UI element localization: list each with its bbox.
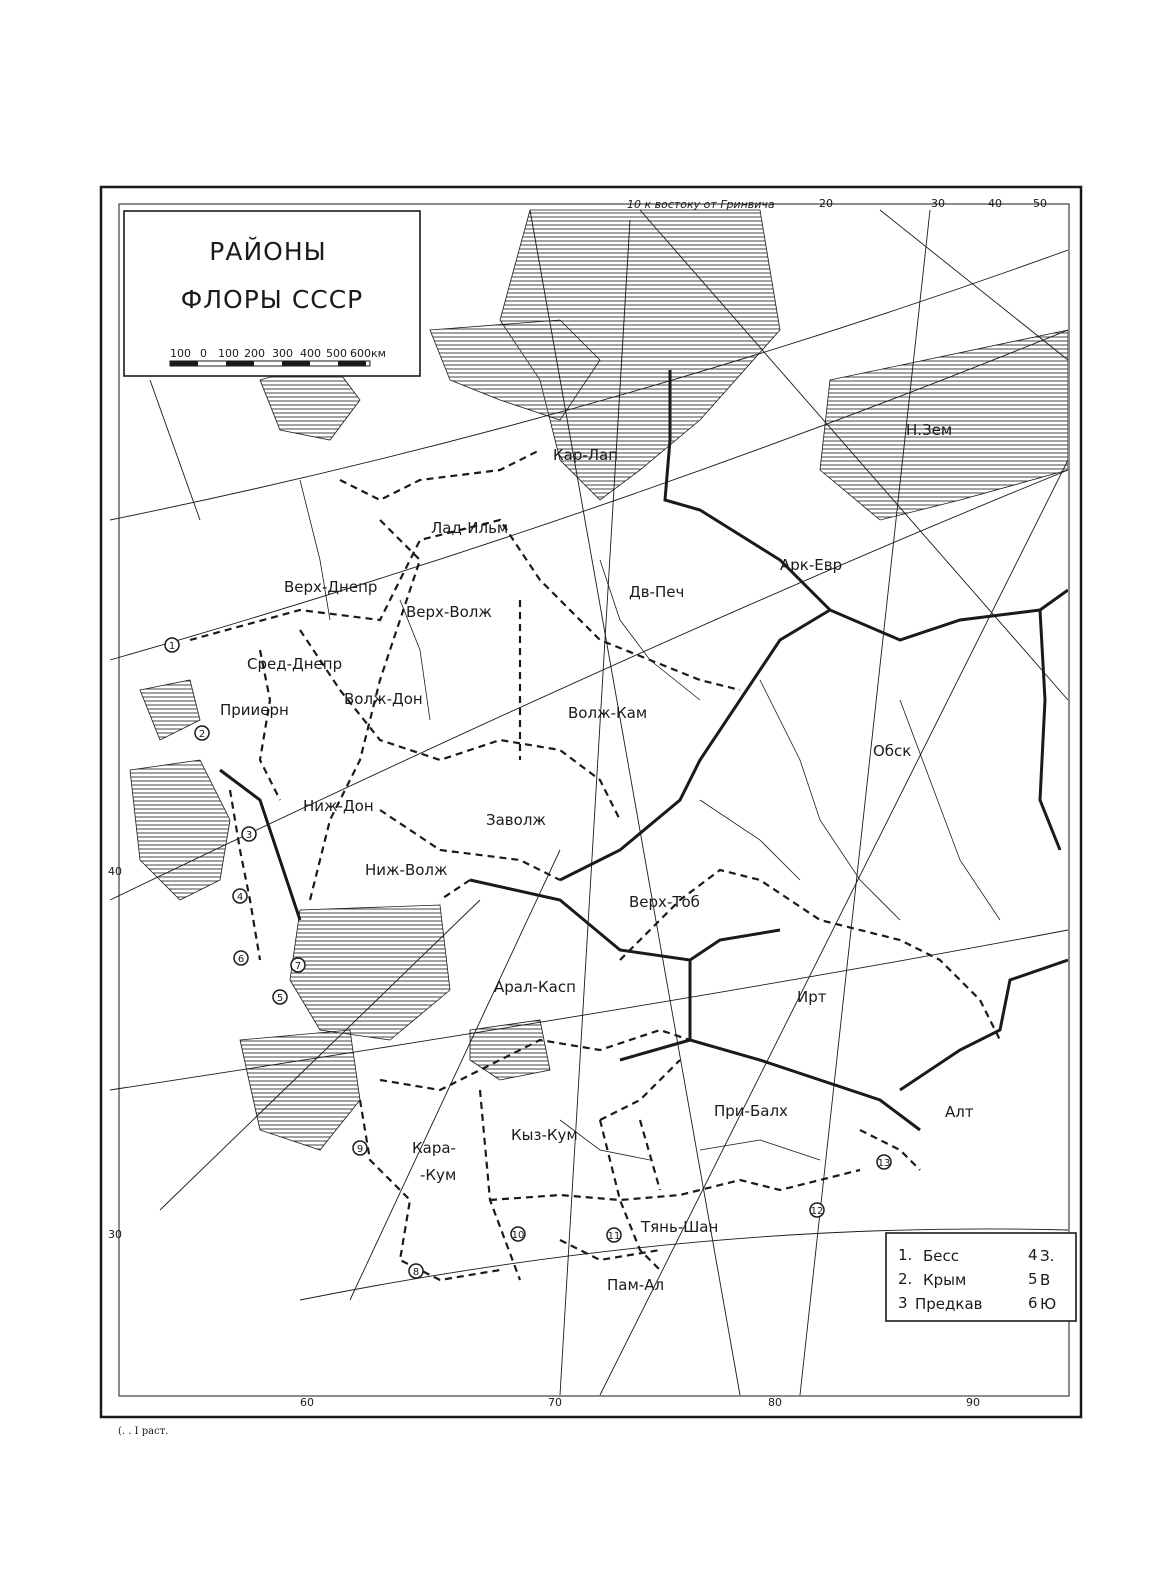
region-label: Верх-Волж [406,603,492,621]
aral-sea [470,1020,550,1080]
top-graticule-caption: 10 к востоку от Гринвича [627,198,775,211]
district-marker-number: 5 [276,993,284,1004]
region-label: Лад-Ильм [431,519,509,537]
district-marker [810,1203,824,1217]
district-marker-number: 9 [356,1144,364,1155]
bottom-graticule-label: 80 [768,1396,782,1409]
district-marker [165,638,179,652]
district-marker [511,1227,525,1241]
adriatic [140,680,200,740]
region-label: Арал-Касп [494,978,576,996]
district-marker [273,990,287,1004]
district-marker-number: 12 [810,1206,824,1217]
district-marker [409,1264,423,1278]
district-marker-number: 13 [877,1158,891,1169]
district-marker [242,827,256,841]
region-label: Пам-Ал [607,1276,665,1294]
legend-item-label: В [1040,1271,1051,1289]
legend-item-label: З. [1040,1247,1055,1265]
top-graticule-label: 20 [819,197,833,210]
region-label: Кар-Лап [553,446,619,464]
bottom-graticule-label: 70 [548,1396,562,1409]
rivers [300,480,1000,1160]
title-line-1: РАЙОНЫ [209,237,327,266]
region-label: Верх-Днепр [284,578,378,596]
district-marker [353,1141,367,1155]
region-label: При-Балх [714,1102,788,1120]
scale-tick-3: 200 [244,347,265,360]
district-marker-number: 8 [412,1267,420,1278]
left-graticule-label: 30 [108,1228,122,1241]
bottom-graticule-label: 60 [300,1396,314,1409]
region-labels [220,421,974,1294]
top-graticule-label: 40 [988,197,1002,210]
district-marker-number: 3 [245,830,253,841]
district-marker [291,958,305,972]
left-graticule-label: 40 [108,865,122,878]
district-marker [195,726,209,740]
region-label: Прииерн [220,701,289,719]
region-label: Обск [873,742,912,760]
legend-item-number: 1. [898,1246,913,1264]
legend-item-label: Крым [923,1271,967,1289]
top-graticule-label: 50 [1033,197,1047,210]
top-graticule-label: 30 [931,197,945,210]
scale-tick-1: 0 [200,347,207,360]
scale-tick-4: 300 [272,347,293,360]
caspian-sea [290,905,450,1040]
region-label: Арк-Евр [780,556,843,574]
title-line-2: ФЛОРЫ СССР [180,285,364,314]
legend [886,1233,1076,1321]
region-label: Верх-Тоб [629,893,700,911]
region-label: Ирт [797,988,827,1006]
region-label: Волж-Кам [568,704,648,722]
region-label: Ниж-Дон [303,797,374,815]
district-marker [607,1228,621,1242]
legend-item-label: Предкав [915,1295,983,1313]
region-label: Кара- [412,1139,456,1157]
black-sea [130,760,230,900]
legend-item-number: 2. [898,1270,913,1288]
district-marker [234,951,248,965]
region-label: Волж-Дон [344,690,423,708]
legend-item-number: 5 [1028,1270,1038,1288]
district-marker [877,1155,891,1169]
region-label: Тянь-Шан [641,1218,719,1236]
caspian-south [240,1030,360,1150]
district-marker-number: 6 [237,954,245,965]
footer-caption: (. . I раст. [118,1426,169,1437]
scale-tick-7: 600км [350,347,386,360]
numbered-markers [165,638,891,1278]
region-label: Н.Зем [906,421,953,439]
region-label: -Кум [420,1166,457,1184]
scale-tick-6: 500 [326,347,347,360]
district-marker [233,889,247,903]
region-label: Сред-Днепр [247,655,343,673]
region-label: Алт [945,1103,974,1121]
district-marker-number: 10 [511,1230,525,1241]
legend-item-label: Бесс [923,1247,960,1265]
legend-item-label: Ю [1040,1295,1057,1313]
scale-tick-5: 400 [300,347,321,360]
district-marker-number: 11 [607,1231,621,1242]
legend-item-number: 6 [1028,1294,1038,1312]
legend-item-number: 3 [898,1294,908,1312]
district-marker-number: 2 [198,729,206,740]
bottom-graticule-label: 90 [966,1396,980,1409]
region-label: Кыз-Кум [511,1126,578,1144]
region-label: Заволж [486,811,546,829]
region-label: Ниж-Волж [365,861,448,879]
title-box [124,211,420,376]
region-label: Дв-Печ [629,583,685,601]
district-marker-number: 4 [236,892,244,903]
legend-item-number: 4 [1028,1246,1038,1264]
district-marker-number: 1 [168,641,176,652]
district-marker-number: 7 [294,961,302,972]
scale-tick-2: 100 [218,347,239,360]
scale-tick-0: 100 [170,347,191,360]
